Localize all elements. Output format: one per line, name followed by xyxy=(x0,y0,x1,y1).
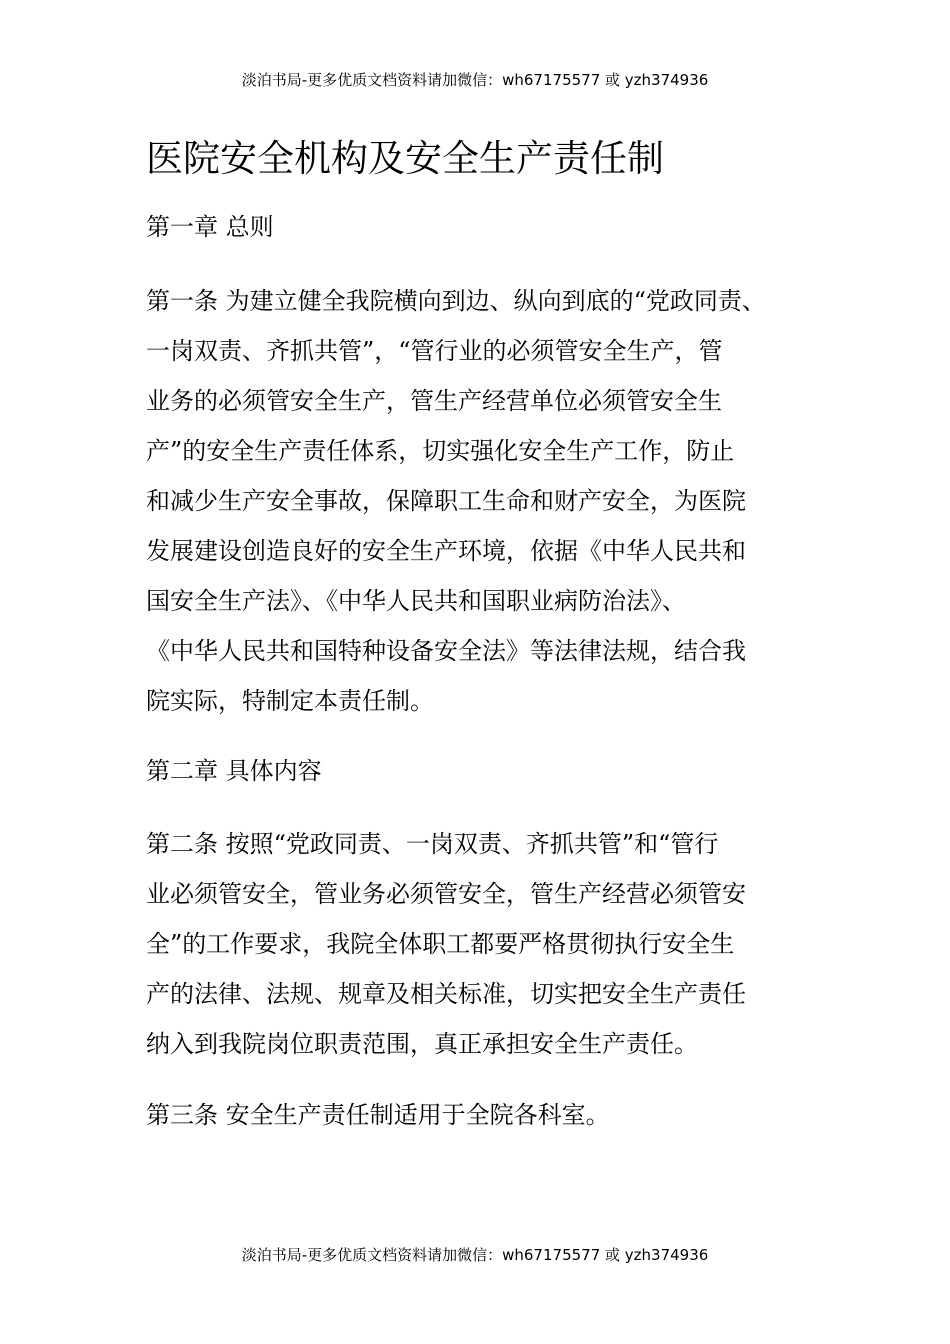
article-2-line: 全”的工作要求，我院全体职工都要严格贯彻执行安全生 xyxy=(146,930,735,958)
article-1-line: 院实际，特制定本责任制。 xyxy=(146,687,434,715)
page-title: 医院安全机构及安全生产责任制 xyxy=(146,137,664,180)
page-header: 淡泊书局-更多优质文档资料请加微信：wh67175577 或 yzh374936 xyxy=(241,71,709,89)
article-2-line: 纳入到我院岗位职责范围，真正承担安全生产责任。 xyxy=(146,1030,698,1058)
article-2-line: 第二条 按照“党政同责、一岗双责、齐抓共管”和“管行 xyxy=(146,830,719,858)
chapter-1-heading: 第一章 总则 xyxy=(146,213,274,241)
article-1-line: 国安全生产法》、《中华人民共和国职业病防治法》、 xyxy=(146,587,686,615)
article-1-line: 一岗双责、齐抓共管”，“管行业的必须管安全生产，管 xyxy=(146,337,723,365)
page-footer: 淡泊书局-更多优质文档资料请加微信：wh67175577 或 yzh374936 xyxy=(241,1246,709,1264)
article-1-line: 业务的必须管安全生产，管生产经营单位必须管安全生 xyxy=(146,387,722,415)
article-2-line: 产的法律、法规、规章及相关标准，切实把安全生产责任 xyxy=(146,980,746,1008)
article-1-line: 产”的安全生产责任体系，切实强化安全生产工作，防止 xyxy=(146,437,735,465)
article-1-line: 和减少生产安全事故，保障职工生命和财产安全，为医院 xyxy=(146,487,746,515)
article-3-line: 第三条 安全生产责任制适用于全院各科室。 xyxy=(146,1101,610,1129)
article-1-line: 第一条 为建立健全我院横向到边、纵向到底的“党政同责、 xyxy=(146,287,766,315)
article-1-line: 《中华人民共和国特种设备安全法》等法律法规，结合我 xyxy=(146,637,746,665)
chapter-2-heading: 第二章 具体内容 xyxy=(146,757,322,785)
article-1-line: 发展建设创造良好的安全生产环境，依据《中华人民共和 xyxy=(146,537,746,565)
article-2-line: 业必须管安全，管业务必须管安全，管生产经营必须管安 xyxy=(146,880,746,908)
